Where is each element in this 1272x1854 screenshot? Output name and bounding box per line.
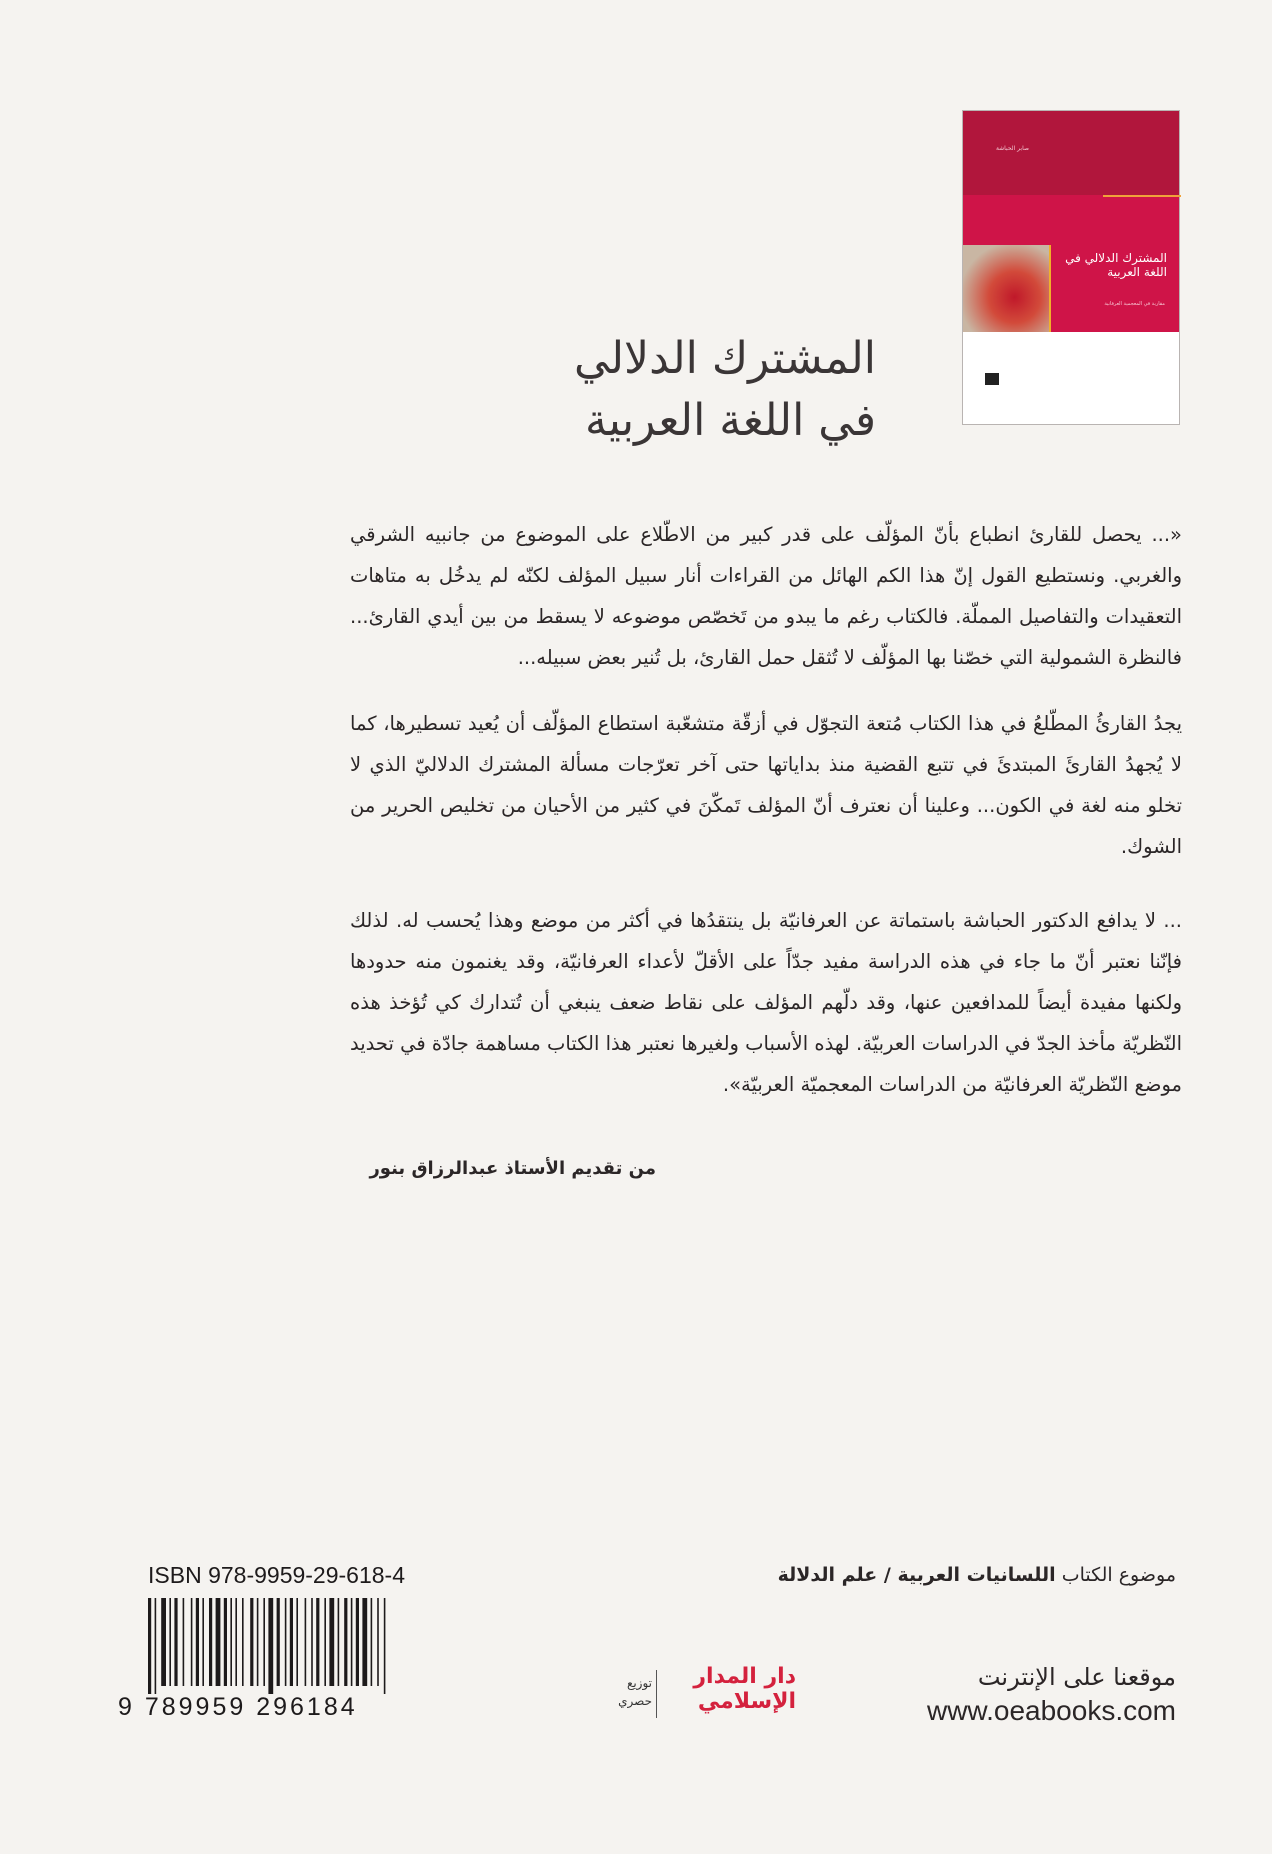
attribution: من تقديم الأستاذ عبدالرزاق بنور (369, 1158, 656, 1179)
barcode-bar (338, 1598, 340, 1686)
barcode-bar (230, 1598, 232, 1686)
barcode-bar (316, 1598, 319, 1686)
cover-subtitle: مقاربة في المعجمية العرفانية (1104, 301, 1165, 307)
barcode-bar (174, 1598, 177, 1686)
barcode-bar (242, 1598, 244, 1686)
barcode-bar (305, 1598, 307, 1686)
publisher-logo (596, 1664, 796, 1724)
blurb-paragraph-1: «... يحصل للقارئ انطباع بأنّ المؤلّف على قدر كبير من الاطّلاع على الموضوع من جانبيه الشرقي والغربي. ونستطيع القول إنّ هذا الكم الهائل من القراءات أنار سبيل المؤلف لكنّه لم يدخُل به متاهات التعقيدات والتفاصيل المملّة. فالكتاب رغم ما يبدو من تَخصّص موضوعه لا يسقط من بين أيدي القارئ... فالنظرة الشمولية التي خصّنا بها المؤلّف لا تُثقل حمل القارئ، بل تُنير بعض سبيله... (350, 523, 1182, 669)
barcode-bar (235, 1598, 237, 1686)
barcode-bar (183, 1598, 185, 1686)
barcode-bar (285, 1598, 287, 1686)
publisher-name-line-1: دار المدار (693, 1664, 796, 1689)
book-cover-thumbnail (962, 110, 1180, 425)
barcode-bar (371, 1598, 373, 1686)
publisher-name (693, 1664, 796, 1714)
barcode-bar (202, 1598, 204, 1686)
cover-author: صابر الحباشة (995, 145, 1029, 152)
subject-value: اللسانيات العربية / علم الدلالة (777, 1564, 1056, 1586)
barcode-bar (161, 1598, 166, 1686)
publisher-mark-icon (985, 373, 999, 385)
barcode-bar (224, 1598, 227, 1686)
barcode-bar (209, 1598, 212, 1686)
blurb-paragraph-3: ... لا يدافع الدكتور الحباشة باستماتة عن العرفانيّة بل ينتقدُها في أكثر من موضع وهذا يُحسب له. لذلك فإنّنا نعتبر أنّ ما جاء في هذه الدراسة مفيد جدّاً على الأقلّ لأعداء العرفانيّة، وقد يغنمون منه حدودها ولكنها مفيدة أيضاً للمدافعين عنها، وقد دلّهم المؤلف على نقاط ضعف ينبغي أن تُتدارك كي تُؤخذ هذه النّظريّة مأخذ الجدّ في الدراسات العربيّة. لهذه الأسباب ولغيرها نعتبر هذا الكتاب مساهمة جادّة في تحديد موضع النّظريّة العرفانيّة من الدراسات المعجميّة العربيّة». (350, 909, 1182, 1096)
barcode-bar (263, 1598, 265, 1686)
cover-title: المشترك الدلالي في اللغة العربية (1065, 251, 1167, 279)
title-line-1: المشترك الدلالي (573, 333, 876, 384)
barcode-bar (148, 1598, 151, 1694)
subject-label: موضوع الكتاب (1061, 1564, 1176, 1586)
barcode-bar (257, 1598, 259, 1686)
distribution-note (596, 1674, 652, 1710)
barcode-bar (268, 1598, 273, 1694)
book-title (574, 328, 876, 452)
barcode-bar (362, 1598, 367, 1686)
website-block (927, 1660, 1176, 1728)
distribution-line-1: توزيع (626, 1676, 652, 1690)
barcode-bar (356, 1598, 359, 1686)
barcode-bar (277, 1598, 280, 1686)
barcode (148, 1598, 410, 1694)
barcode-bar (196, 1598, 199, 1686)
barcode-bar (311, 1598, 313, 1686)
isbn-label: ISBN 978-9959-29-618-4 (148, 1562, 405, 1588)
barcode-bar (155, 1598, 157, 1694)
barcode-bar (351, 1598, 353, 1686)
book-subject (778, 1564, 1176, 1586)
barcode-bar (216, 1598, 221, 1686)
blurb-paragraph-2: يجدُ القارئُ المطّلعُ في هذا الكتاب مُتعة التجوّل في أزقّة متشعّبة استطاع المؤلّف أن يُعيد تسطيرها، كما لا يُجهدُ القارئَ المبتدئَ في تتبع القضية منذ بداياتها حتى آخر تعرّجات مسألة المشترك الدلاليّ الذي لا تخلو منه لغة في الكون... وعلينا أن نعترف أنّ المؤلف تَمكّنَ في كثير من الأحيان من تخليص الحرير من الشوك. (350, 712, 1182, 858)
logo-divider (656, 1670, 657, 1718)
barcode-bar (169, 1598, 171, 1686)
barcode-bar (250, 1598, 253, 1686)
cover-accent-line (1103, 195, 1181, 197)
cover-image (963, 245, 1049, 332)
title-line-2: في اللغة العربية (585, 395, 876, 446)
publisher-name-line-2: الإسلامي (697, 1689, 796, 1714)
barcode-bar (384, 1598, 386, 1694)
barcode-bar (296, 1598, 298, 1686)
barcode-bar (290, 1598, 293, 1686)
barcode-bar (344, 1598, 347, 1686)
distribution-line-2: حصري (618, 1694, 652, 1708)
barcode-bar (191, 1598, 193, 1686)
website-label: موقعنا على الإنترنت (977, 1663, 1176, 1691)
barcode-bar (377, 1598, 379, 1686)
cover-top-band (963, 111, 1179, 195)
barcode-bar (329, 1598, 334, 1686)
barcode-digits: 9 789959 296184 (118, 1693, 358, 1721)
website-url[interactable]: www.oeabooks.com (926, 1695, 1176, 1726)
barcode-bar (324, 1598, 326, 1686)
